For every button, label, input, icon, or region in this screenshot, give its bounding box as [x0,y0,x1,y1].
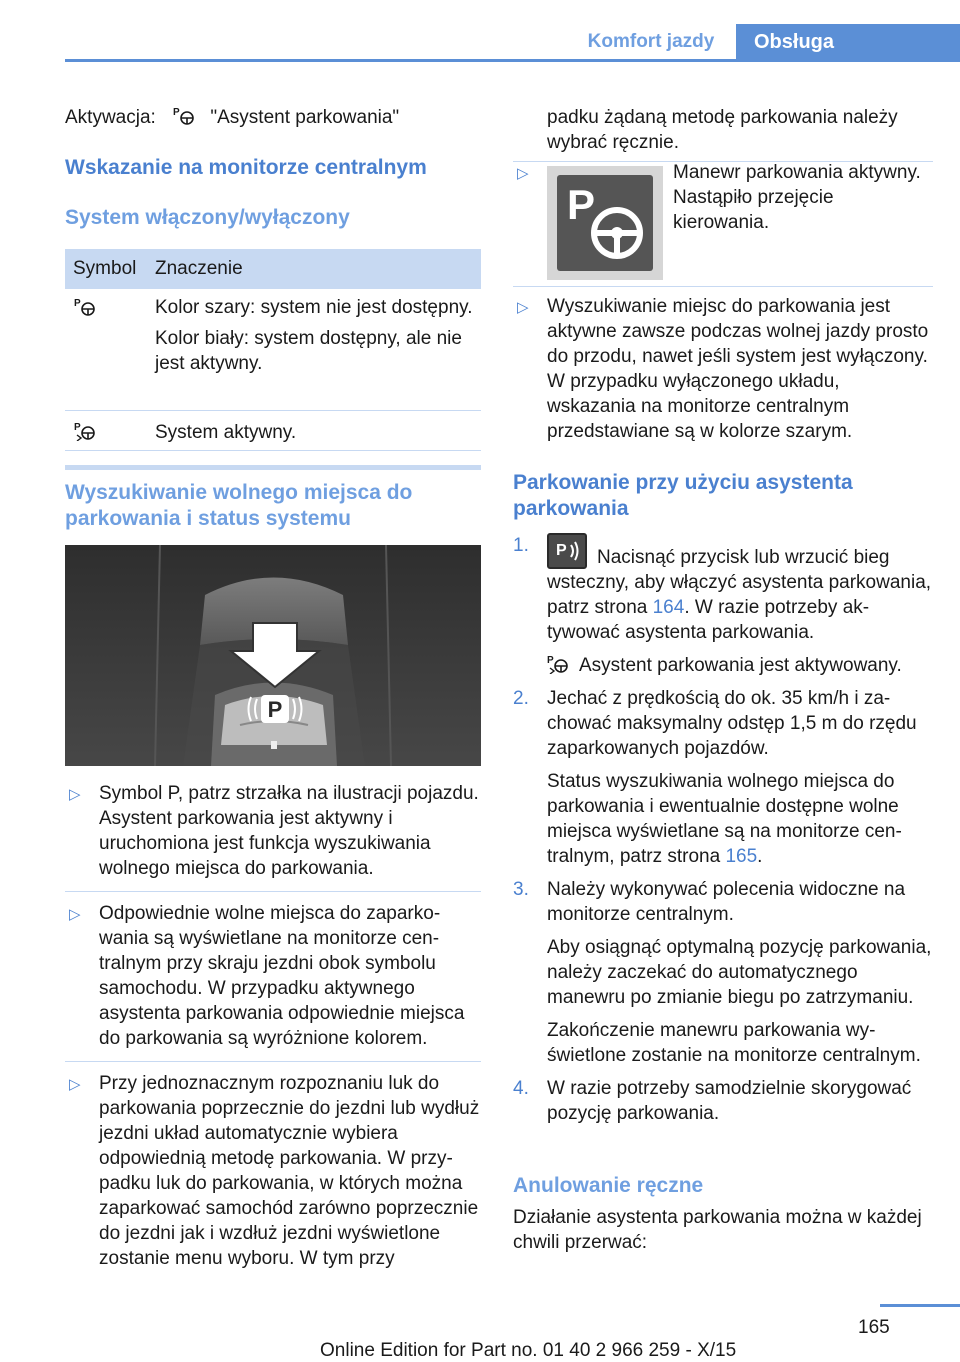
row2-text: System aktywny. [155,422,297,443]
illustration-svg [65,545,481,766]
row1-text-grey: Kolor szary: system nie jest dostępny. [155,297,473,318]
list-item [65,781,481,881]
section-title: Komfort jazdy [587,31,715,52]
step-sub: Zakończenie manewru parkowania wyświetlone zostanie na monitorze centralnym. [547,1020,921,1066]
maneuver-active-text: Manewr parkowania aktywny. Nastąpiło przejęcie kierowania. [673,162,921,233]
table-row [65,289,481,411]
step-number: 4. [513,1078,529,1099]
heading-central-monitor: Wskazanie na monitorze centralnym [65,156,427,179]
list-item [513,160,933,285]
continued-text: padku żądaną metodę parkowania należy wybrać ręcznie. [547,107,898,153]
step-text: Jechać z prędkością do ok. 35 km/h i zachować maksymalny odstęp 1,5 m do rzędu zaparkowanych pojazdów. [547,688,917,759]
park-maneuver-active-icon [547,166,663,280]
bullet-triangle-icon: ▷ [69,1076,81,1093]
status-bullets [65,781,481,1271]
table-row [65,411,481,451]
symbol-table [65,249,481,470]
page-header [0,0,960,62]
table-bottom-rule [65,465,481,470]
table-header [65,249,481,289]
heading-parking-search: Wyszukiwanie wolnego miejsca do parkowania i status systemu [65,481,413,530]
list-item [65,901,481,1051]
step-text: W razie potrzeby samodzielnie skorygować pozycję parkowania. [547,1078,912,1124]
step-sub [547,653,933,678]
svg-text:P: P [173,107,180,118]
footer-rule [880,1304,960,1307]
step-sub-text: Status wyszukiwania wolnego miejsca do parkowania i ewentualnie dostępne wolne miejsca wyświetlane są na monitorze centralnym, patrz strona [547,771,902,867]
activation-value: "Asystent parkowania" [210,107,400,128]
bullet-triangle-icon: ▷ [69,786,81,803]
heading-parking-with-assistant: Parkowanie przy użyciu asystenta parkowania [513,471,853,520]
list-item [65,1071,481,1271]
list-item [513,877,933,1068]
park-assist-active-icon [65,411,155,450]
page-link-164[interactable]: 164 [652,597,685,618]
step-text: Należy wykonywać polecenia widoczne na monitorze centralnym. [547,879,906,925]
park-assist-active-icon [547,654,569,674]
step-sub-text-post: . [757,846,763,867]
list-item [513,294,933,444]
heading-system-onoff: System włączony/wyłączony [65,206,350,229]
page-link-165[interactable]: 165 [725,846,758,867]
svg-text:P: P [74,298,81,309]
step-number: 2. [513,688,529,709]
list-item [513,686,933,869]
bullet-text: Odpowiednie wolne miejsca do zaparkowania są wyświetlane na monitorze centralnym przy skraju jezdni obok symbolu samochodu. W przypadku aktywnego asystenta parkowania odpowiednie miejsca do parkowania są wyróżnione kolorem. [99,903,465,1049]
bullet-text: Symbol P, patrz strzałka na ilustracji pojazdu. Asystent parkowania jest aktywny i uruchomiona jest funkcja wyszukiwania wolnego miejsca do parkowania. [99,783,479,879]
step-text: Nacisnąć przycisk lub wrzucić bieg wsteczny, aby włączyć asystenta parkowania, patrz strona [547,547,932,618]
bullet-triangle-icon: ▷ [69,906,81,923]
cancel-text: Działanie asystenta parkowania można w każdej chwili przerwać: [513,1207,922,1253]
row1-text-white: Kolor biały: system dostępny, ale nie jest aktywny. [155,328,462,374]
park-assist-icon [173,106,195,126]
park-assist-button-icon [547,533,587,569]
step-number: 1. [513,535,529,556]
edition-note: Online Edition for Part no. 01 40 2 966 259 - X/15 [320,1340,737,1361]
bullet-text: Przy jednoznacznym rozpoznaniu luk do parkowania poprzecznie do jezdni lub wydłuż jezdni układ automatycznie wybiera odpowiednią metodę parkowania. W przypadku luk do parkowania, w których można zaparkować samochód zarówno poprzecznie do jezdni jak i wzdłuż jezdni wyświetlone zostanie menu wyboru. W tym przy [99,1073,480,1269]
bullet-triangle-icon: ▷ [517,165,529,182]
step-number: 3. [513,879,529,900]
bullet-text: Wyszukiwanie miejsc do parkowania jest aktywne zawsze podczas wolnej jazdy prosto do przodu, nawet jeśli system jest wyłączony. W przypadku wyłączonego układu, wskazania na monitorze centralnym przedstawiane są w kolorze szarym. [547,296,929,442]
list-item [513,533,933,678]
svg-text:P: P [267,697,283,722]
step-sub [547,769,933,869]
activation-label: Aktywacja: [65,107,156,128]
header-rule [65,59,960,62]
park-assist-icon [65,289,155,410]
page-number: 165 [858,1317,890,1338]
chapter-tab: Obsługa [736,24,960,62]
step-text-post: . W razie potrzeby aktywować asystenta parkowania. [547,597,870,643]
svg-text:P: P [74,422,81,433]
svg-text:P: P [547,655,554,666]
divider [65,891,481,892]
activation-line [65,105,481,130]
svg-text:P: P [556,542,567,559]
divider [65,1061,481,1062]
step-sub: Aby osiągnąć optymalną pozycję parkowania, należy zaczekać do automatycznego manewru po zmianie biegu po zatrzymaniu. [547,937,932,1008]
car-parking-illustration [65,545,481,766]
table-header-meaning: Znaczenie [155,258,243,279]
table-cell [155,289,481,410]
bullet-triangle-icon: ▷ [517,299,529,316]
heading-manual-cancel: Anulowanie ręczne [513,1174,704,1197]
svg-text:P: P [567,181,596,228]
steps-list [513,533,933,1126]
divider [513,286,933,287]
step-sub-text: Asystent parkowania jest aktywowany. [579,655,902,676]
table-header-symbol: Symbol [73,258,137,279]
list-item [513,1076,933,1126]
